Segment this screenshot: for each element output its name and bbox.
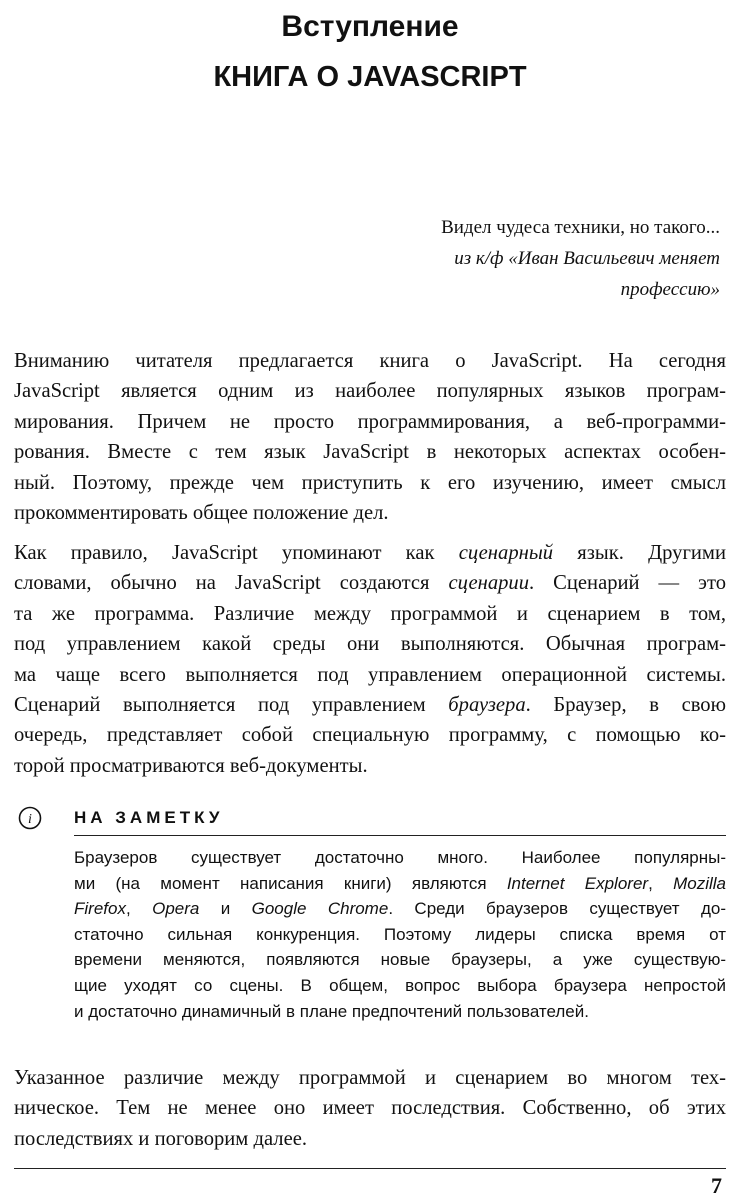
epigraph-source-line-1: из к/ф «Иван Васильевич меняет: [454, 248, 720, 269]
epigraph-quote: Видел чудеса техники, но такого...: [441, 217, 720, 238]
emphasis: Opera: [152, 899, 200, 919]
emphasis: браузера: [448, 694, 526, 717]
info-icon: [18, 806, 42, 830]
text-line: рования. Вместе с тем язык JavaScript в некоторых аспектах особен-: [14, 441, 726, 464]
info-icon-letter: i: [28, 812, 32, 827]
note-title: НА ЗАМЕТКУ: [74, 808, 224, 827]
note-line: Firefox, Opera и Google Chrome. Среди браузеров существует до-: [74, 899, 726, 919]
text-line: последствиях и поговорим далее.: [14, 1127, 307, 1150]
emphasis: Internet Explorer: [506, 873, 649, 893]
emphasis: Google Chrome: [251, 899, 389, 919]
page-number: 7: [711, 1173, 722, 1198]
epigraph: [280, 212, 720, 305]
text-line: ный. Поэтому, прежде чем приступить к его изучению, имеет смысл: [14, 471, 726, 494]
note-line: статочно сильная конкуренция. Поэтому лидеры списка время от: [74, 924, 726, 944]
text-line: Указанное различие между программой и сценарием во многом тех-: [14, 1067, 726, 1089]
epigraph-source-line-2: профессию»: [620, 279, 720, 300]
emphasis: сценарии: [448, 572, 530, 595]
note-line: и достаточно динамичный в плане предпочтений пользователей.: [74, 1001, 589, 1021]
note-line: времени меняются, появляются новые браузеры, а уже существую-: [74, 950, 726, 970]
text-line: Вниманию читателя предлагается книга о JavaScript. На сегодня: [14, 350, 726, 372]
note-line: щие уходят со сцены. В общем, вопрос выбора браузера непростой: [74, 975, 726, 995]
emphasis: Mozilla: [673, 873, 726, 893]
footer-divider: [14, 1168, 726, 1169]
paragraph-2: [14, 538, 726, 781]
note-divider: [74, 835, 726, 836]
text-line: Сценарий выполняется под управлением браузера. Браузер, в свою: [14, 694, 726, 717]
text-line: очередь, представляет собой специальную программу, с помощью ко-: [14, 724, 726, 747]
emphasis: сценарный: [458, 542, 554, 564]
emphasis: Firefox: [74, 899, 126, 919]
text-line: под управлением какой среды они выполняются. Обычная програм-: [14, 633, 726, 656]
note-line: Браузеров существует достаточно много. Наиболее популярны-: [74, 848, 726, 867]
text-line: ма чаще всего выполняется под управлением операционной системы.: [14, 663, 726, 686]
chapter-title: КНИГА О JAVASCRIPT: [213, 61, 527, 93]
text-line: Как правило, JavaScript упоминают как сценарный язык. Другими: [14, 542, 726, 564]
text-line: ническое. Тем не менее оно имеет последствия. Собственно, об этих: [14, 1097, 726, 1120]
note-line: ми (на момент написания книги) являются Internet Explorer, Mozilla: [74, 873, 726, 893]
text-line: прокомментировать общее положение дел.: [14, 502, 389, 525]
text-line: словами, обычно на JavaScript создаются сценарии. Сценарий — это: [14, 572, 727, 595]
paragraph-3: [14, 1063, 726, 1154]
chapter-label: Вступление: [281, 10, 459, 43]
note-body: [74, 845, 726, 1024]
text-line: торой просматриваются веб-документы.: [14, 754, 368, 777]
paragraph-1: [14, 346, 726, 528]
note-header: [18, 802, 724, 836]
text-line: та же программа. Различие между программой и сценарием в том,: [14, 602, 726, 625]
text-line: мирования. Причем не просто программирования, а веб-программи-: [14, 410, 726, 433]
text-line: JavaScript является одним из наиболее популярных языков програм-: [14, 380, 726, 403]
